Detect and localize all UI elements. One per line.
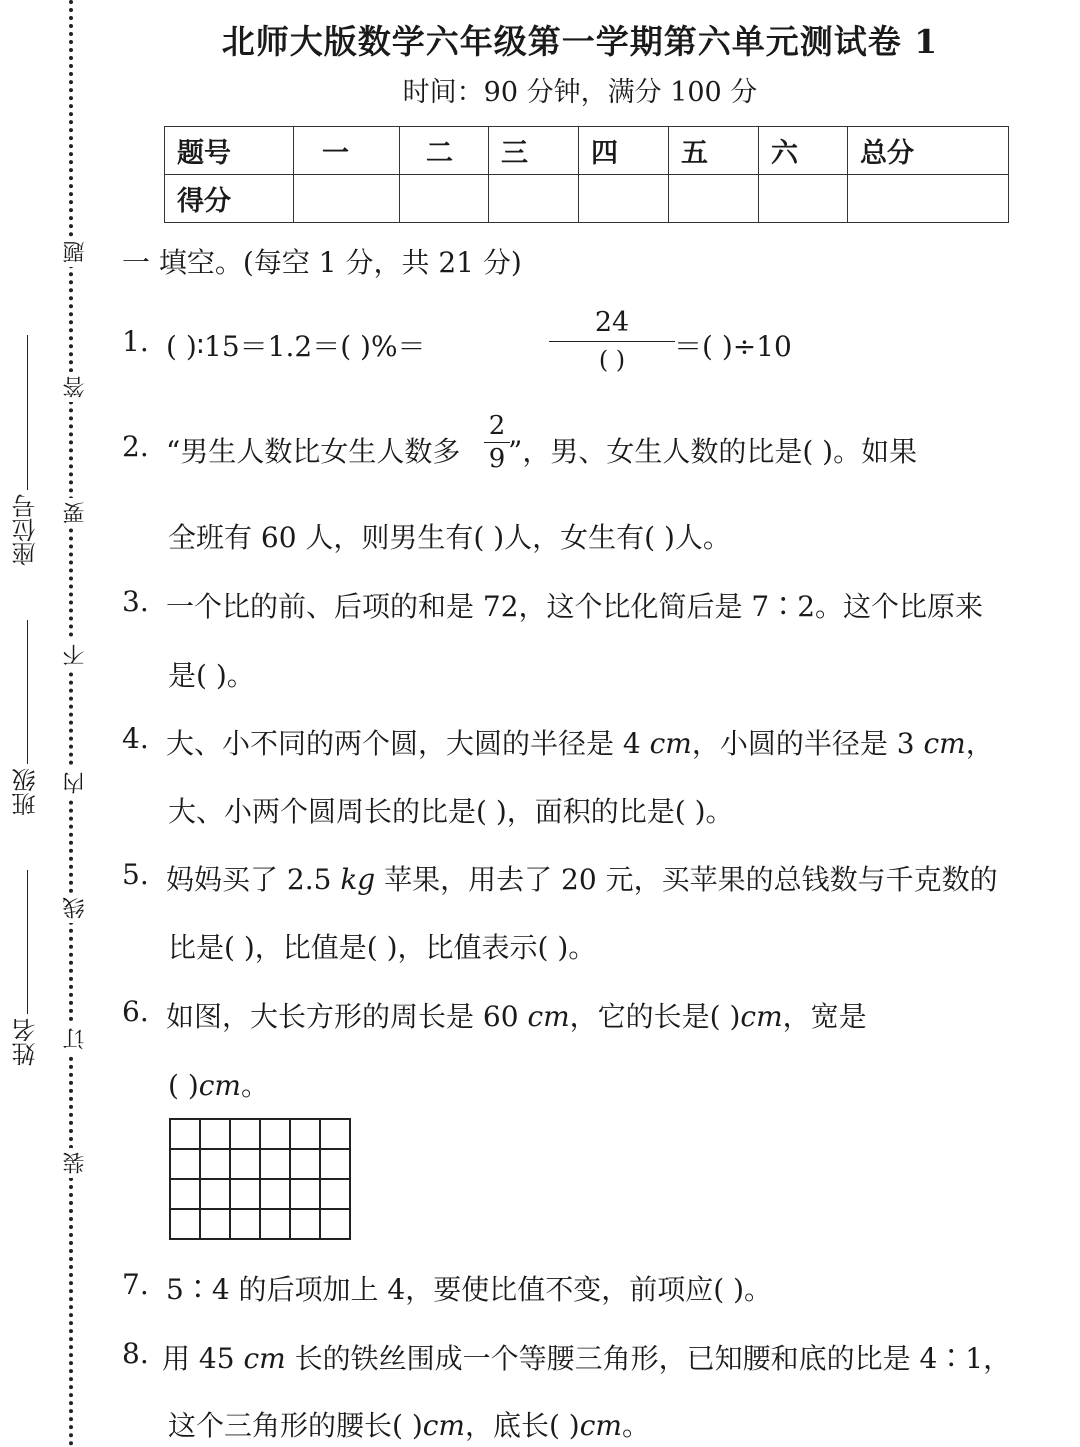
grid-cell xyxy=(200,1149,230,1179)
binding-char-6: 要 xyxy=(60,498,91,528)
rectangle-grid-figure xyxy=(169,1118,351,1240)
q6-line1-a: 如图，大长方形的周长是 60 xyxy=(166,1000,528,1033)
binding-char-3: 线 xyxy=(60,893,91,923)
score-col-3: 三 xyxy=(489,127,579,175)
score-table xyxy=(164,126,1009,223)
binding-dotted-line xyxy=(69,0,73,1447)
score-cell xyxy=(669,175,759,223)
q4-line1 xyxy=(166,722,994,762)
q5-unit: kg xyxy=(340,863,376,896)
q4-unit-1: cm xyxy=(649,727,692,760)
q8-line2 xyxy=(168,1404,650,1444)
q4-line1-a: 大、小不同的两个圆，大圆的半径是 4 xyxy=(166,727,650,760)
q6-line1-c: ，宽是 xyxy=(782,1000,867,1033)
q4-number: 4. xyxy=(122,722,149,755)
q8-line1-b: 长的铁丝围成一个等腰三角形，已知腰和底的比是 4∶1， xyxy=(285,1342,1012,1375)
grid-cell xyxy=(230,1119,260,1149)
q1-frac-numerator: 24 xyxy=(594,307,630,338)
class-label: 班级 xyxy=(12,768,40,816)
q8-unit-3: cm xyxy=(579,1409,622,1442)
q8-number: 8. xyxy=(122,1337,149,1370)
q6-line1 xyxy=(166,995,867,1035)
grid-row xyxy=(170,1179,350,1209)
score-col-1: 一 xyxy=(294,127,400,175)
q1-fraction xyxy=(549,308,675,375)
binding-char-8: 题 xyxy=(60,237,91,267)
q5-line1-a: 妈妈买了 2.5 xyxy=(166,863,341,896)
page-title: 北师大版数学六年级第一学期第六单元测试卷 1 xyxy=(221,22,939,61)
binding-char-7: 答 xyxy=(60,372,91,402)
q3-line1: 一个比的前、后项的和是 72，这个比化简后是 7∶2。这个比原来 xyxy=(166,590,984,623)
binding-char-5: 不 xyxy=(60,640,91,670)
grid-cell xyxy=(200,1179,230,1209)
q1-frac-denominator: ( ) xyxy=(598,346,626,374)
binding-char-4: 内 xyxy=(60,768,91,798)
score-col-total: 总分 xyxy=(848,127,1009,175)
name-label: 姓名 xyxy=(12,1018,40,1066)
score-col-4: 四 xyxy=(579,127,669,175)
name-underline xyxy=(27,870,28,1014)
grid-cell xyxy=(320,1149,350,1179)
grid-cell xyxy=(170,1119,200,1149)
score-col-2: 二 xyxy=(400,127,489,175)
q2-number: 2. xyxy=(122,430,149,463)
grid-cell xyxy=(200,1209,230,1239)
grid-cell xyxy=(320,1209,350,1239)
grid-cell xyxy=(200,1119,230,1149)
q4-line1-c: ， xyxy=(965,727,994,760)
grid-cell xyxy=(260,1179,290,1209)
q6-unit-2: cm xyxy=(740,1000,783,1033)
q8-unit-2: cm xyxy=(422,1409,465,1442)
binding-char-1: 装 xyxy=(60,1148,91,1178)
q7-number: 7. xyxy=(122,1268,149,1301)
grid-cell xyxy=(170,1149,200,1179)
grid-cell xyxy=(230,1179,260,1209)
q8-line2-a: 这个三角形的腰长( ) xyxy=(168,1409,423,1442)
grid-cell xyxy=(170,1179,200,1209)
grid-cell xyxy=(230,1149,260,1179)
q3-line2: 是( )。 xyxy=(168,659,255,692)
section-heading: 一 填空。(每空 1 分，共 21 分) xyxy=(122,246,522,279)
q1-number: 1. xyxy=(122,325,149,358)
q8-line1-a: 用 45 xyxy=(162,1342,244,1375)
q2-frac-bar xyxy=(484,442,510,443)
q2-fraction xyxy=(484,412,510,473)
score-cell xyxy=(579,175,669,223)
grid-row xyxy=(170,1119,350,1149)
grid-cell xyxy=(260,1149,290,1179)
q1-frac-bar xyxy=(549,341,675,342)
q3-number: 3. xyxy=(122,585,149,618)
q2-frac-denominator: 9 xyxy=(488,444,506,474)
grid-cell xyxy=(320,1179,350,1209)
q5-line1-b: 苹果，用去了 20 元，买苹果的总钱数与千克数的 xyxy=(375,863,998,896)
q6-unit-3: cm xyxy=(198,1069,241,1102)
q8-unit-1: cm xyxy=(243,1342,286,1375)
q4-unit-2: cm xyxy=(923,727,966,760)
q8-line2-c: 。 xyxy=(621,1409,650,1442)
q4-line1-b: ，小圆的半径是 3 xyxy=(691,727,924,760)
grid-cell xyxy=(230,1209,260,1239)
grid-row xyxy=(170,1209,350,1239)
q2-line2: 全班有 60 人，则男生有( )人，女生有( )人。 xyxy=(168,521,731,554)
score-table-header-row xyxy=(165,127,1009,175)
q8-line2-b: ，底长( ) xyxy=(464,1409,580,1442)
q4-line2: 大、小两个圆周长的比是( )，面积的比是( )。 xyxy=(168,795,734,828)
score-col-5: 五 xyxy=(669,127,759,175)
grid-cell xyxy=(290,1119,320,1149)
page-subtitle: 时间：90 分钟，满分 100 分 xyxy=(402,77,758,108)
binding-char-2: 订 xyxy=(60,1024,91,1054)
q5-line1 xyxy=(166,858,998,898)
q6-line2 xyxy=(168,1064,269,1104)
q2-line1-b: ”，男、女生人数的比是( )。如果 xyxy=(508,435,918,468)
score-table-row-score: 得分 xyxy=(165,175,294,223)
q2-line1-a: “男生人数比女生人数多 xyxy=(166,435,461,468)
q8-line1 xyxy=(162,1337,1011,1377)
score-cell xyxy=(294,175,400,223)
grid-cell xyxy=(260,1209,290,1239)
q6-unit-1: cm xyxy=(527,1000,570,1033)
class-underline xyxy=(27,620,28,764)
q7-line1: 5∶4 的后项加上 4，要使比值不变，前项应( )。 xyxy=(166,1273,772,1306)
score-cell xyxy=(400,175,489,223)
score-col-6: 六 xyxy=(759,127,848,175)
score-cell xyxy=(489,175,579,223)
grid-cell xyxy=(290,1149,320,1179)
q6-line2-b: 。 xyxy=(240,1069,269,1102)
seat-label: 座位号 xyxy=(12,494,40,566)
q6-line2-a: ( ) xyxy=(168,1069,199,1102)
q1-part-b: ＝( )÷10 xyxy=(674,330,792,363)
q1-part-a: ( )∶15＝1.2＝( )%＝ xyxy=(166,330,426,363)
score-cell xyxy=(759,175,848,223)
q6-number: 6. xyxy=(122,995,149,1028)
grid-cell xyxy=(320,1119,350,1149)
score-table-row-header: 题号 xyxy=(165,127,294,175)
q5-line2: 比是( )，比值是( )，比值表示( )。 xyxy=(168,931,597,964)
grid-cell xyxy=(290,1179,320,1209)
seat-underline xyxy=(27,335,28,490)
grid-row xyxy=(170,1149,350,1179)
grid-cell xyxy=(290,1209,320,1239)
grid-cell xyxy=(260,1119,290,1149)
q2-frac-numerator: 2 xyxy=(488,411,506,441)
score-cell xyxy=(848,175,1009,223)
score-table-score-row xyxy=(165,175,1009,223)
grid-cell xyxy=(170,1209,200,1239)
q6-line1-b: ，它的长是( ) xyxy=(569,1000,741,1033)
q5-number: 5. xyxy=(122,858,149,891)
